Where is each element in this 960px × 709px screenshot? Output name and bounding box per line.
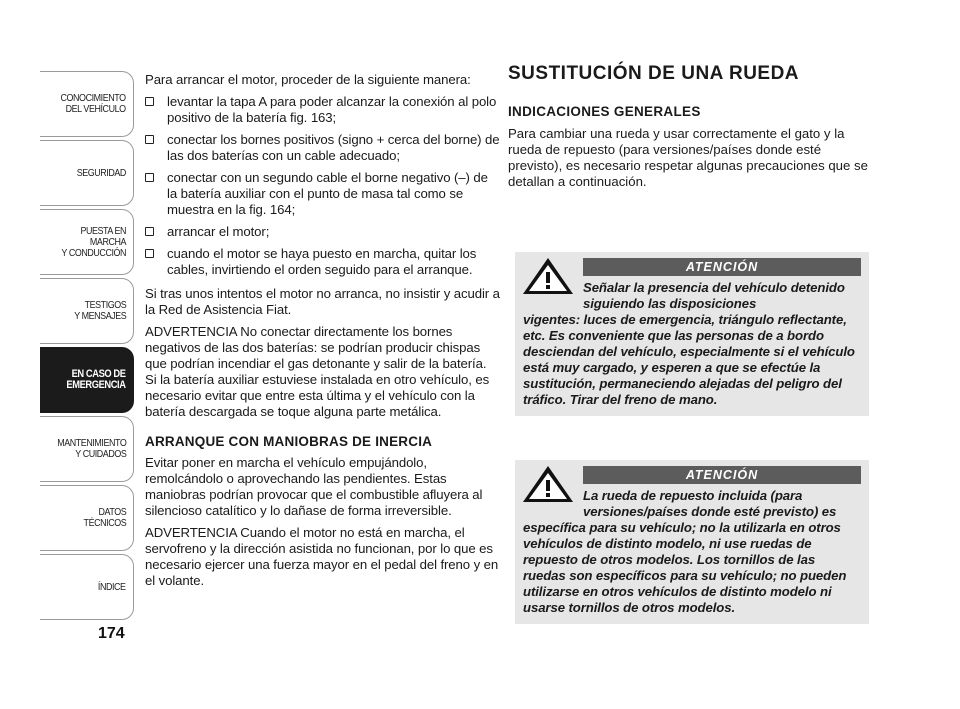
section-title: SUSTITUCIÓN DE UNA RUEDA <box>508 63 800 84</box>
general-text: Para cambiar una rueda y usar correctamente el gato y la rueda de repuesto (para versiones/países donde esté previsto), es necesario respetar algunas precauciones que se detallan a continuación. <box>508 126 868 189</box>
warning-box <box>515 460 869 624</box>
tab-label: PUESTA EN MARCHA Y CONDUCCIÓN <box>61 224 126 259</box>
tab-label: ÍNDICE <box>98 580 126 593</box>
warning-triangle-icon <box>521 256 575 296</box>
warning-box <box>515 252 869 416</box>
tab-conocimiento[interactable] <box>40 71 134 137</box>
tab-label: MANTENIMIENTO Y CUIDADOS <box>56 437 126 460</box>
tab-indice[interactable] <box>40 554 134 620</box>
right-column <box>508 63 868 190</box>
tab-label: CONOCIMIENTO DEL VEHÍCULO <box>60 92 126 115</box>
tab-label: SEGURIDAD <box>76 166 126 179</box>
tab-emergencia[interactable] <box>40 347 134 413</box>
inertia-heading: ARRANQUE CON MANIOBRAS DE INERCIA <box>145 434 433 449</box>
page-number: 174 <box>98 625 125 642</box>
list-item: levantar la tapa A para poder alcanzar la conexión al polo positivo de la batería fig. 163; <box>145 94 500 126</box>
list-item: conectar con un segundo cable el borne negativo (–) de la batería auxiliar con el punto de masa tal como se muestra en la fig. 164; <box>145 170 500 218</box>
tab-label: DATOS TÉCNICOS <box>83 506 126 529</box>
subsection-title: INDICACIONES GENERALES <box>508 104 701 119</box>
warning-text: Señalar la presencia del vehículo detenido siguiendo las disposiciones vigentes: luces de emergencia, triángulo reflectante, etc. Es conveniente que las personas de a bordo desciendan del vehículo, especialmente si el vehículo está muy cargado, y esperen a que se efectúe la sustitución, permaneciendo alejadas del peligro del tráfico. Tirar del freno de mano. <box>523 280 855 407</box>
intro-text: Para arrancar el motor, proceder de la siguiente manera: <box>145 72 471 87</box>
steps-list <box>145 94 500 278</box>
warning-label: ATENCIÓN <box>583 466 861 484</box>
list-item: cuando el motor se haya puesto en marcha, quitar los cables, invirtiendo el orden seguido para el arranque. <box>145 246 500 278</box>
tab-seguridad[interactable] <box>40 140 134 206</box>
checkbox-bullet-icon <box>145 249 154 258</box>
tab-label: EN CASO DE EMERGENCIA <box>66 368 126 391</box>
advertencia-paragraph: ADVERTENCIA Cuando el motor no está en marcha, el servofreno y la dirección asistida no funcionan, por lo que es necesario ejercer una fuerza mayor en el pedal del freno y en el volante. <box>145 525 499 588</box>
tab-label: TESTIGOS Y MENSAJES <box>73 299 126 322</box>
tab-testigos[interactable] <box>40 278 134 344</box>
inertia-paragraph: Evitar poner en marcha el vehículo empujándolo, remolcándolo o aprovechando las pendientes. Estas maniobras podrían provocar que el combustible afluyera al silencioso catalítico y lo dañase de forma irreversible. <box>145 455 483 518</box>
list-item: conectar los bornes positivos (signo + cerca del borne) de las dos baterías con un cable adecuado; <box>145 132 500 164</box>
left-column <box>145 72 500 595</box>
warning-triangle-icon <box>521 464 575 504</box>
warning-label: ATENCIÓN <box>583 258 861 276</box>
list-item: arrancar el motor; <box>145 224 500 240</box>
checkbox-bullet-icon <box>145 227 154 236</box>
advertencia-paragraph: ADVERTENCIA No conectar directamente los bornes negativos de las dos baterías: se podrían producir chispas que podrían incendiar el gas detonante y salir de la batería. Si la batería auxiliar estuviese instalada en otro vehículo, es necesario evitar que entre esta última y el vehículo con la batería descargada se toque alguna parte metálica. <box>145 324 490 419</box>
checkbox-bullet-icon <box>145 97 154 106</box>
checkbox-bullet-icon <box>145 135 154 144</box>
tab-mantenimiento[interactable] <box>40 416 134 482</box>
retry-note: Si tras unos intentos el motor no arranca, no insistir y acudir a la Red de Asistencia Fiat. <box>145 286 500 317</box>
checkbox-bullet-icon <box>145 173 154 182</box>
tab-datos-tecnicos[interactable] <box>40 485 134 551</box>
warning-text: La rueda de repuesto incluida (para versiones/países donde esté previsto) es específica para su vehículo; no la utilizarla en otros vehículos de distinto modelo, ni use ruedas de repuesto de otros modelos. Los tornillos de las ruedas son específicos para su vehículo; no pueden utilizarse en otros vehículos de distinto modelo ni usarse tornillos de otros modelos. <box>523 488 847 615</box>
tab-puesta-en-marcha[interactable] <box>40 209 134 275</box>
